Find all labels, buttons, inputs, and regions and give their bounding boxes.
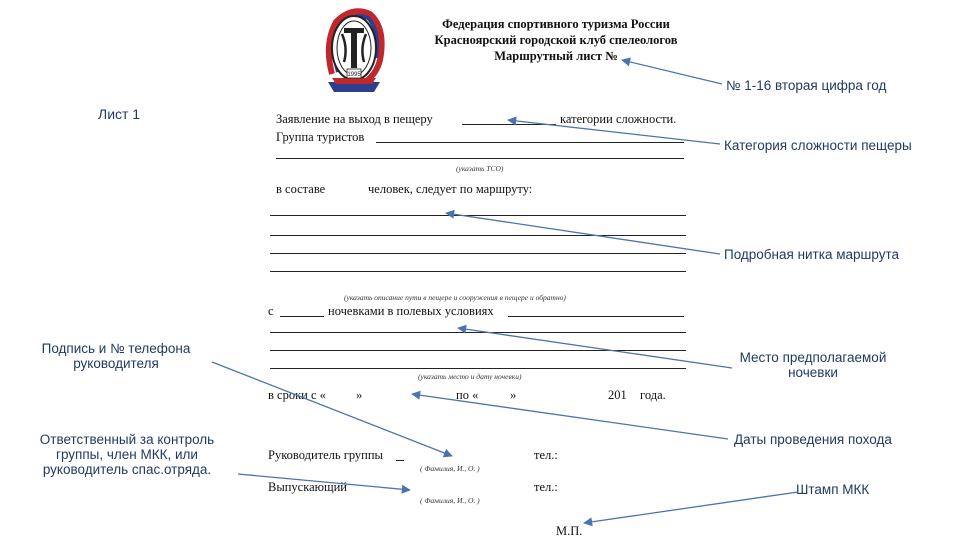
- dates-year: 201: [608, 388, 627, 402]
- composition-prefix: в составе: [276, 182, 326, 196]
- annotation-route: Подробная нитка маршрута: [724, 247, 899, 262]
- arrow-overnight: [458, 328, 732, 368]
- dates-close-2: »: [510, 388, 517, 402]
- dates-to: по «: [456, 388, 479, 402]
- annotation-signature: Подпись и № телефона руководителя: [41, 341, 191, 371]
- application-suffix: категории сложности.: [560, 112, 677, 126]
- logo-year: 1995: [347, 72, 361, 78]
- releaser-tel: тел.:: [534, 480, 558, 494]
- arrow-number: [622, 60, 722, 84]
- nights-middle: ночевками в полевых условиях: [328, 304, 494, 318]
- releaser-hint: ( Фамилия, И., О. ): [420, 496, 480, 505]
- nights-prefix: с: [268, 304, 274, 318]
- hint-place: (указать место и дату ночевки): [418, 372, 522, 381]
- arrow-route: [446, 213, 720, 254]
- header-federation: Федерация спортивного туризма России: [442, 17, 670, 31]
- annotation-overnight: Место предполагаемой ночевки: [739, 350, 887, 380]
- group-label: Группа туристов: [276, 130, 365, 144]
- leader-hint: ( Фамилия, И., О. ): [420, 464, 480, 473]
- header-route-sheet: Маршрутный лист №: [494, 49, 618, 63]
- arrow-dates: [412, 394, 728, 439]
- composition-suffix: человек, следует по маршруту:: [368, 182, 533, 196]
- leader-label: Руководитель группы: [268, 448, 383, 462]
- arrow-stamp: [584, 492, 798, 523]
- application-prefix: Заявление на выход в пещеру: [276, 112, 433, 126]
- dates-close-1: »: [356, 388, 363, 402]
- annotation-category: Категория сложности пещеры: [724, 138, 912, 153]
- annotation-responsible: Ответственный за контроль группы, член МКК, или руководитель спас.отряда.: [39, 432, 215, 477]
- dates-suffix: года.: [640, 388, 666, 402]
- leader-tel: тел.:: [534, 448, 558, 462]
- sheet-label: Лист 1: [98, 106, 141, 122]
- releaser-label: Выпускающий: [268, 480, 347, 494]
- arrow-category: [508, 120, 720, 144]
- dates-prefix: в сроки с «: [268, 388, 326, 402]
- arrow-responsible: [238, 474, 410, 490]
- header-club: Красноярский городской клуб спелеологов: [434, 33, 678, 47]
- hint-group: (указать ТСО): [456, 164, 504, 173]
- annotation-dates: Даты проведения похода: [734, 432, 892, 447]
- hint-route: (указать описание пути в пещере и сооружения в пещере и обратно): [344, 293, 566, 302]
- annotation-number: № 1-16 вторая цифра год: [726, 78, 887, 93]
- annotation-stamp: Штамп МКК: [796, 482, 870, 497]
- arrow-signature: [212, 362, 452, 456]
- stamp-mark: М.П.: [556, 524, 583, 538]
